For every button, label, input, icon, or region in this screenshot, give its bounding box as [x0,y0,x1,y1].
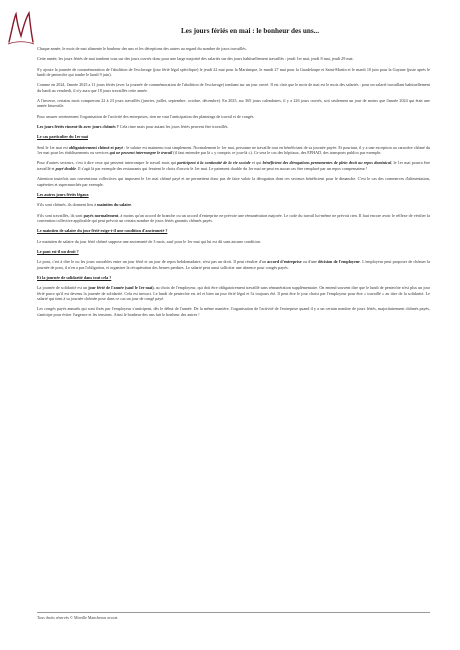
paragraph-slavery-abolition: S'y ajoute la journée de commémoration de l'abolition de l'esclavage (jour férié légal spécifique) le jeudi 22 mai pour la Martinique, le mardi 27 mai pour la Guadeloupe et Saint-Martin et le mardi 10 juin pour la Guyane (juste après le lundi de pentecôte qui tombe le lundi 9 juin). [37,66,430,78]
heading-maintien-salaire: Le maintien de salaire du jour férié exige-t-il une condition d'ancienneté ? [37,228,168,234]
article-body [37,46,430,322]
heading-pont: Le pont est-il un droit ? [37,248,79,254]
heading-autres-jours: Les autres jours fériés légaux [37,191,89,197]
paragraph-other-months: A l'inverse, certains mois comprerom 22 à 23 jours travaillés (janvier, juillet, septembre, octobre, décembre). En 2025, sur 365 jours calendaires, il y a 226 jours ouvrés, soit seulement un jour de moins que l'année 2024 qui était une année bissextile. [37,98,430,109]
paragraph-anciennete: Le maintien de salaire du jour férié chômé suppose une ancienneté de 3 mois, sauf pour le 1er mai qui lui est dû sans aucune condition. [37,238,261,244]
paragraph-conclusion: Les congés payés annuels qui sont fixés par l'employeur s'anticipent, dès le début de l'année. De la même manière, l'organisation de l'activité de l'entreprise quand il y a un certain nombre de jours fériés, majoritairement chômés payés, s'anticipe pour éviter l'urgence et les tensions. Ainsi le bonheur des uns fait le bonheur des autres ! [37,306,430,317]
page-title: Les jours fériés en mai : le bonheur des uns... [180,27,320,35]
m-logo-icon [6,8,36,48]
paragraph-pont: Le pont, c'est à dire le ou les jours ouvrables entre un jour férié et un jour de repos hebdomadaire, n'est pas un droit. Il peut résulter d'un accord d'entreprise ou d'une décision de l'employeur. L'employeur peut proposer de chômer la journée de pont, il n'en a pas l'obligation, et organiser la récupération des heures perdues. Le salarié peut aussi solliciter une absence pour congés payés. [37,259,430,270]
paragraph-1er-mai: Seul le 1er mai est obligatoirement chômé et payé : le salaire est maintenu tout simplement. Normalement le 1er mai, personne ne travaille tout en bénéficiant de sa journée payée. Et pourtant, il y a une exception au caractère chômé du 1er mai pour les établissements ou services qui ne peuvent interrompre le travail (il faut entendre par là « y compris ce jour-là »). Ce sera le cas des hôpitaux, des EPHAD, des transports publics par exemple. [37,144,430,156]
paragraph-intro: Chaque année, le mois de mai alimente le bonheur des uns et les déceptions des autres au regard du nombre de jours travaillés. [37,46,247,51]
paragraph-question-chomes: Les jours fériés riment-ils avec jours chômés ? Cela rime mais pour autant les jours fériés peuvent être travaillés. [37,124,229,130]
paragraph-travailles: S'ils sont travaillés, ils sont payés normalement, à moins qu'un accord de branche ou un accord d'entreprise ne prévoie une rémunération majorée. Le code du travail lui-même ne prévoit rien. Il faut encore avoir le réflexe de vérifier la convention collective applicable qui peut prévoir un certain nombre de jours fériés garantis chômés payés. [37,212,430,223]
paragraph-may-holidays: Cette année, les jours fériés de mai tombent tous sur des jours ouvrés donc pour une large majorité des salariés sur des jours habituellement travaillés : jeudi 1er mai, jeudi 8 mai, jeudi 29 mai. [37,56,354,62]
footer-copyright: Tous droits réservés © Mireille Mancheron avocat [37,615,118,620]
heading-solidarite: Et la journée de solidarité dans tout cela ? [37,274,112,280]
paragraph-anticipation: Pour assurer sereinement l'organisation de l'activité des entreprises, rien ne vaut l'anticipation des plannings de travail et de congés. [37,113,255,119]
question-text: Les jours fériés riment-ils avec jours chômés ? [37,124,119,130]
paragraph-attention: Attention toutefois aux conventions collectives qui imposent le 1er mai chômé payé et ne permettent donc pas de faire valoir la dérogation dont ces secteurs bénéficient pour le dimanche. C'est le cas des commerces d'alimentation, supérettes et supermarchés par exemple. [37,176,430,187]
footer-divider [37,612,430,613]
paragraph-2025-count: Comme en 2024, l'année 2025 a 11 jours fériés (avec la journée de commémoration de l'abolition de l'esclavage) tombant sur un jour ouvré. Il est clair que le mois de mai est le mois des salariés : pour un salarié travaillant habituellement du lundi au vendredi, il n'y aura que 18 jours travaillés cette année. [37,82,430,93]
paragraph-solidarite: La journée de solidarité est un jour férié de l'année (sauf le 1er mai), au choix de l'employeur, qui doit être obligatoirement travaillé sans rémunération supplémentaire. On entend souvent dire que le lundi de pentecôte n'est plus un jour férié parce qu'il est devenu la journée de solidarité. Cela est inexact. Le lundi de pentecôte est tel et bien un jour férié légal et l'a toujours été. Il peut être le jour choisi par l'employeur pour être « travaillé » au titre de la solidarité. Le salarié qui tient à sa journée chômée pose dans ce cas un jour de congé payé. [37,285,430,301]
heading-1er-mai: Le cas particulier du 1er mai [37,134,89,140]
paragraph-chomes: S'ils sont chômés, ils donnent lieu à maintien du salaire. [37,202,133,208]
paragraph-other-sectors: Pour d'autres secteurs, c'est à dire ceux qui peuvent interrompre le travail mais qui participent à la continuité de la vie sociale et qui bénéficient des dérogations permanentes de plein droit au repos dominical, le 1er mai pourra être travaillé et payé double. Il s'agit là par exemple des restaurants qui feraient le choix d'ouvrir le 1er mai. Le paiement double du 1er mai ne peut en aucun cas être remplacé par un repos compensateur ! [37,160,430,171]
